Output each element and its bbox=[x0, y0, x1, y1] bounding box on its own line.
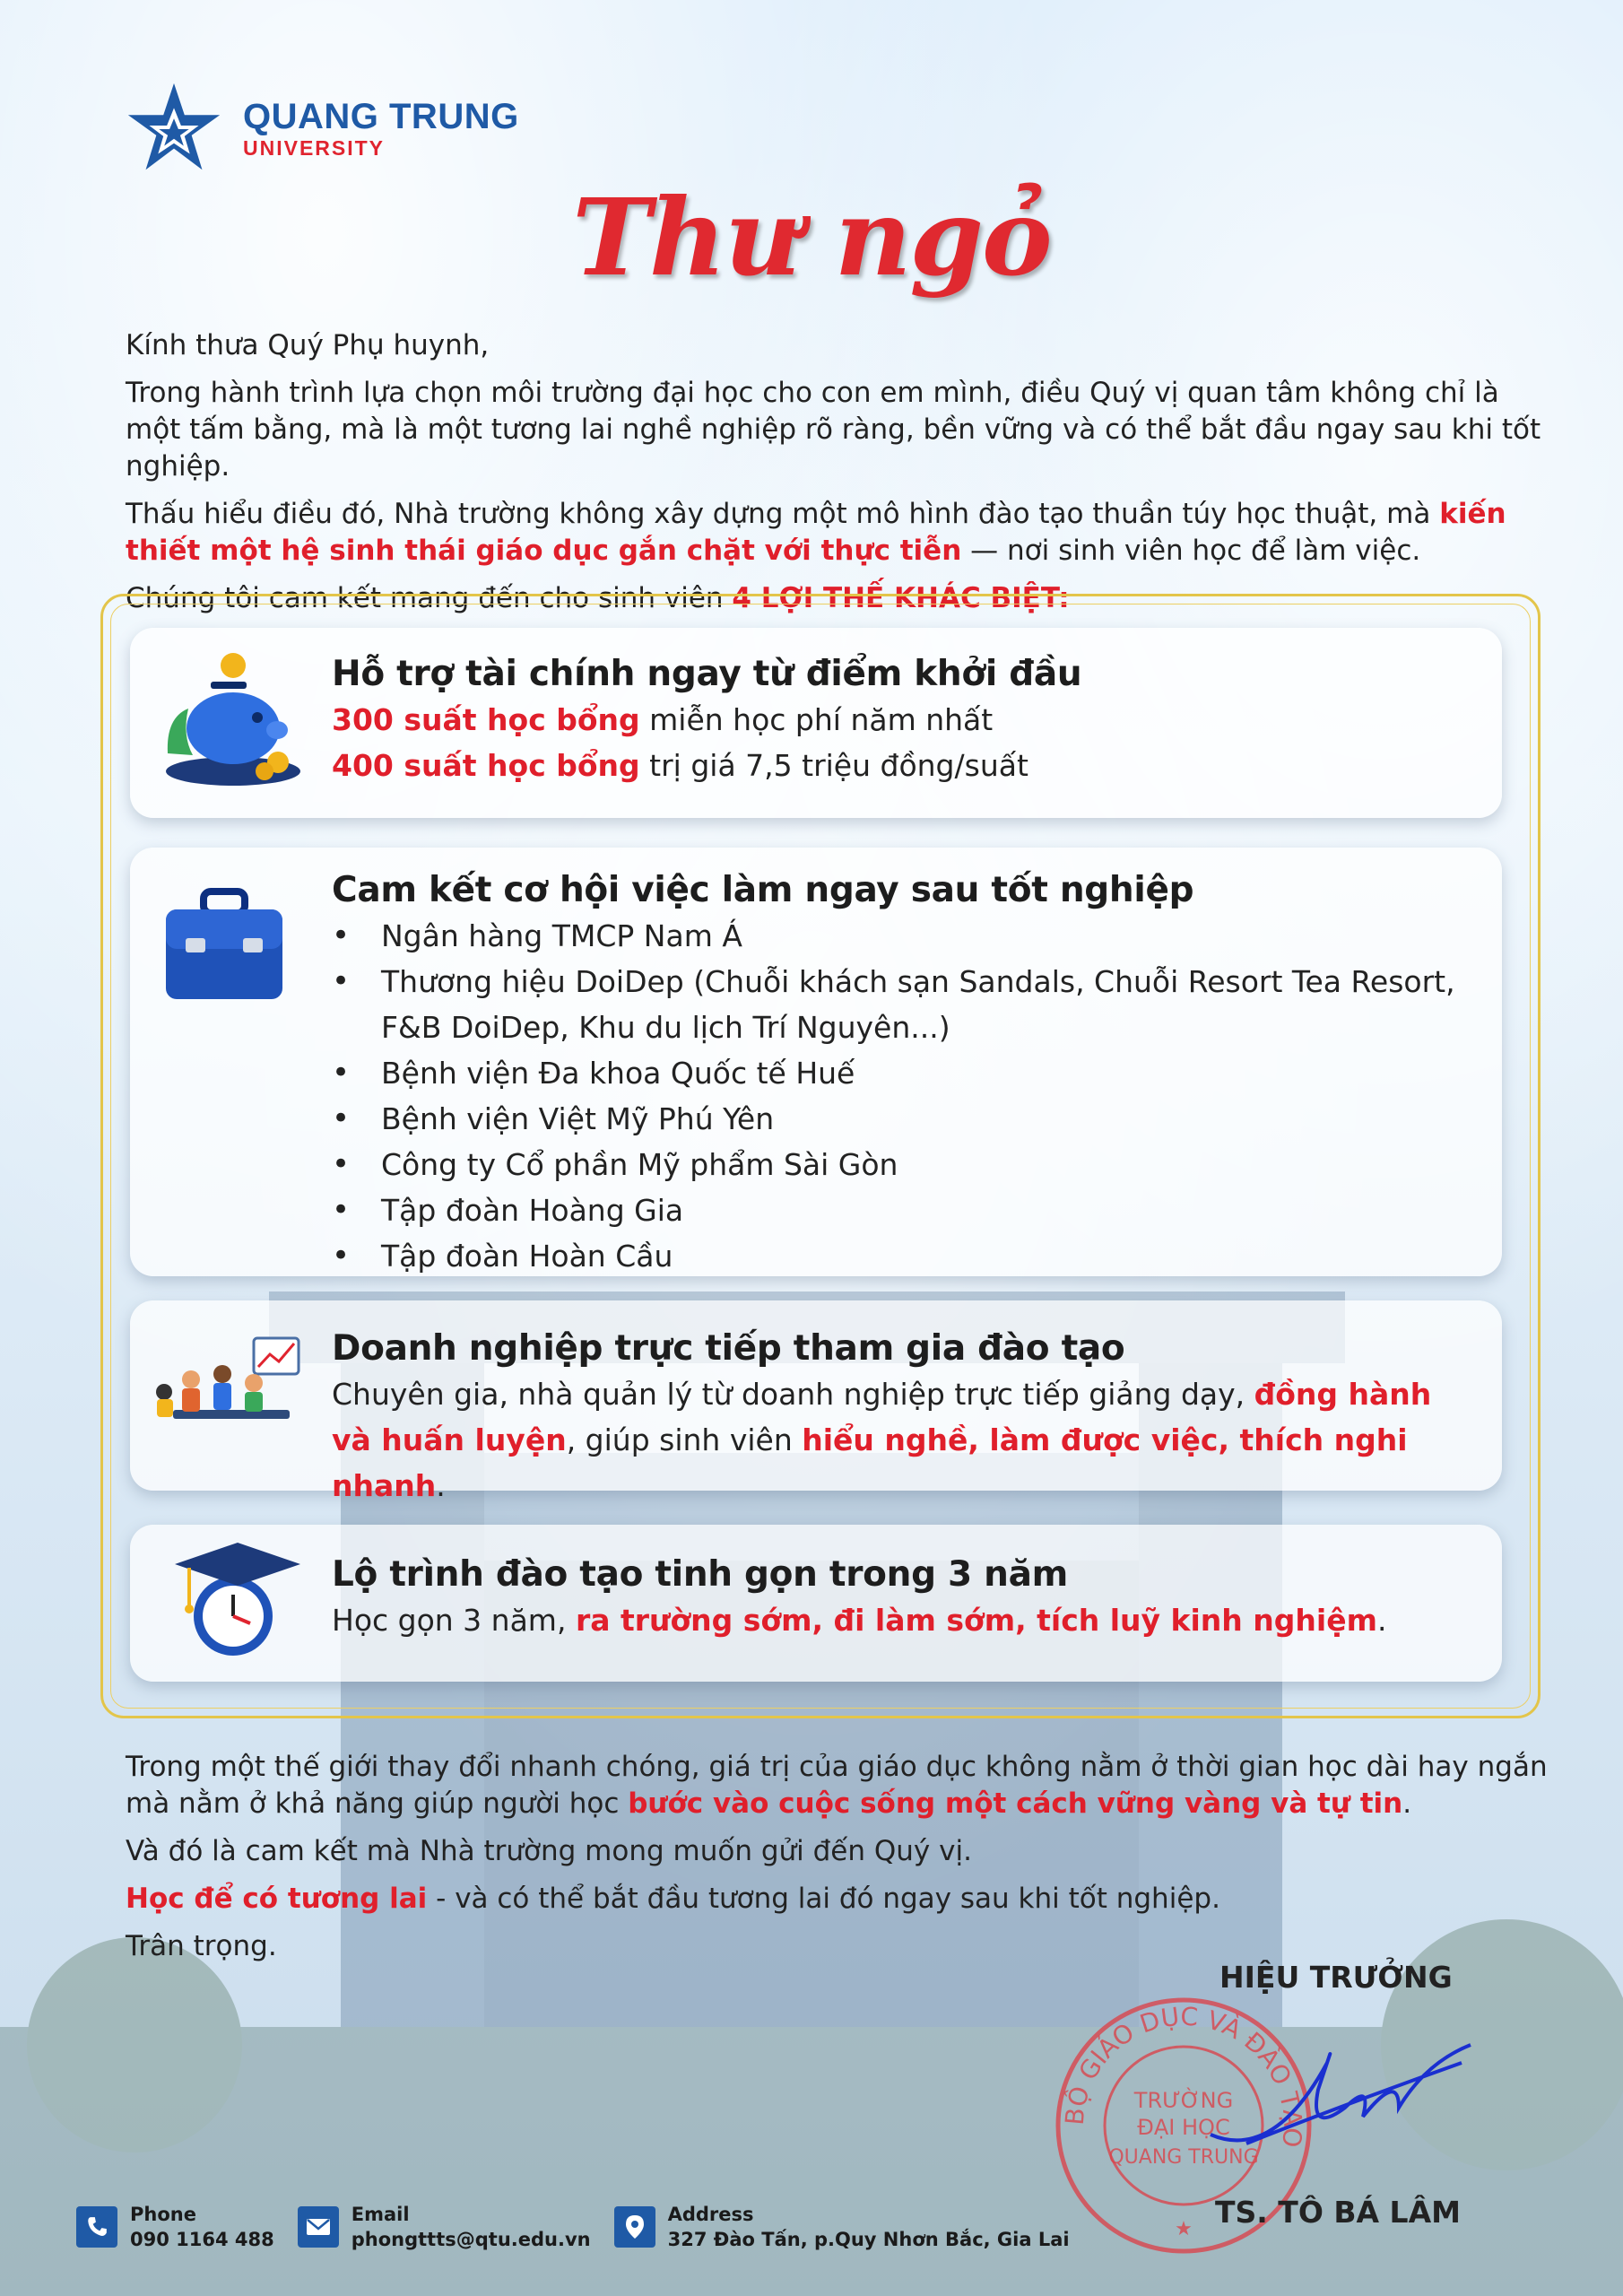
address-label: Address bbox=[667, 2204, 754, 2225]
benefit-card-training bbox=[130, 1300, 1502, 1503]
contact-phone bbox=[76, 2202, 274, 2252]
phone-label: Phone bbox=[130, 2204, 196, 2225]
intro-paragraph-1: Trong hành trình lựa chọn môi trường đại học cho con em mình, điều Quý vị quan tâm không chỉ là một tấm bằng, mà là một tương lai nghề nghiệp rõ ràng, bền vững và có thể bắt đầu ngay sau khi tốt nghiệp. bbox=[126, 377, 1541, 483]
email-label: Email bbox=[351, 2204, 410, 2225]
list-item: • Thương hiệu DoiDep (Chuỗi khách sạn Sandals, Chuỗi Resort Tea Resort, F&B DoiDep, Khu du lịch Trí Nguyên...) bbox=[332, 959, 1466, 1050]
address-value: 327 Đào Tấn, p.Quy Nhơn Bắc, Gia Lai bbox=[667, 2229, 1070, 2250]
closing-paragraph-1: Trong một thế giới thay đổi nhanh chóng, giá trị của giáo dục không nằm ở thời gian học dài hay ngắn mà nằm ở khả năng giúp người học bước vào cuộc sống một cách vững vàng và tự tin. bbox=[126, 1751, 1548, 1820]
signatory-role: HIỆU TRƯỞNG bbox=[1219, 1960, 1453, 1995]
greeting: Kính thưa Quý Phụ huynh, bbox=[126, 329, 490, 361]
location-pin-icon bbox=[614, 2206, 655, 2248]
svg-text:TRƯỜNG: TRƯỜNG bbox=[1133, 2088, 1234, 2113]
card-title: Cam kết cơ hội việc làm ngay sau tốt nghiệp bbox=[332, 870, 1194, 910]
svg-text:BỘ GIÁO DỤC VÀ ĐÀO TẠO: BỘ GIÁO DỤC VÀ ĐÀO TẠO bbox=[1059, 2001, 1308, 2149]
logo-subtitle: UNIVERSITY bbox=[243, 135, 386, 160]
meeting-people-icon bbox=[146, 1320, 317, 1455]
list-item: • Tập đoàn Hoàn Cầu bbox=[332, 1233, 1466, 1279]
scholarship-line-2: 400 suất học bổng trị giá 7,5 triệu đồng/suất bbox=[332, 748, 1028, 783]
page-title: Thư ngỏ bbox=[572, 175, 1051, 300]
card-title: Doanh nghiệp trực tiếp tham gia đào tạo bbox=[332, 1328, 1125, 1369]
card-text: Chuyên gia, nhà quản lý từ doanh nghiệp trực tiếp giảng dạy, đồng hành và huấn luyện, giúp sinh viên hiểu nghề, làm được việc, thích nghi nhanh. bbox=[332, 1377, 1432, 1503]
closing-paragraph-2: Và đó là cam kết mà Nhà trường mong muốn gửi đến Quý vị. bbox=[126, 1835, 972, 1867]
contact-address bbox=[614, 2202, 1070, 2252]
card-title: Lộ trình đào tạo tinh gọn trong 3 năm bbox=[332, 1554, 1068, 1595]
intro-paragraph-2: Thấu hiểu điều đó, Nhà trường không xây dựng một mô hình đào tạo thuần túy học thuật, mà kiến thiết một hệ sinh thái giáo dục gắn chặt với thực tiễn — nơi sinh viên học để làm việc. bbox=[126, 498, 1506, 567]
contact-footer bbox=[76, 2202, 1070, 2252]
svg-text:ĐẠI HỌC: ĐẠI HỌC bbox=[1137, 2115, 1230, 2140]
list-item: • Bệnh viện Việt Mỹ Phú Yên bbox=[332, 1096, 1466, 1142]
piggy-bank-icon bbox=[157, 646, 309, 798]
closing-regards: Trân trọng. bbox=[126, 1930, 277, 1962]
university-logo bbox=[121, 79, 519, 178]
email-icon bbox=[298, 2206, 339, 2248]
benefit-card-finance bbox=[130, 628, 1502, 818]
benefit-card-jobs bbox=[130, 848, 1502, 1276]
intro-section bbox=[126, 327, 1560, 628]
closing-section bbox=[126, 1749, 1560, 1976]
partner-list bbox=[332, 913, 1466, 1279]
closing-paragraph-3: Học để có tương lai - và có thể bắt đầu tương lai đó ngay sau khi tốt nghiệp. bbox=[126, 1883, 1220, 1915]
handwritten-signature bbox=[1193, 2009, 1480, 2170]
benefit-card-duration bbox=[130, 1525, 1502, 1682]
list-item: • Tập đoàn Hoàng Gia bbox=[332, 1187, 1466, 1233]
card-text: Học gọn 3 năm, ra trường sớm, đi làm sớm, tích luỹ kinh nghiệm. bbox=[332, 1603, 1387, 1638]
list-item: • Bệnh viện Đa khoa Quốc tế Huế bbox=[332, 1050, 1466, 1096]
email-value[interactable]: phongttts@qtu.edu.vn bbox=[351, 2229, 591, 2250]
signatory-name: TS. TÔ BÁ LÂM bbox=[1215, 2195, 1461, 2230]
phone-icon bbox=[76, 2206, 117, 2248]
logo-name: QUANG TRUNG bbox=[243, 96, 519, 136]
star-logo-icon bbox=[121, 79, 227, 178]
phone-value: 090 1164 488 bbox=[130, 2229, 274, 2250]
list-item: • Ngân hàng TMCP Nam Á bbox=[332, 913, 1466, 959]
intro-paragraph-3: Chúng tôi cam kết mang đến cho sinh viên 4 LỢI THẾ KHÁC BIỆT: bbox=[126, 582, 1070, 614]
scholarship-line-1: 300 suất học bổng miễn học phí năm nhất bbox=[332, 702, 994, 737]
svg-text:★: ★ bbox=[1175, 2218, 1193, 2240]
card-title: Hỗ trợ tài chính ngay từ điểm khởi đầu bbox=[332, 654, 1082, 694]
briefcase-icon bbox=[157, 888, 291, 1004]
graduation-clock-icon bbox=[157, 1537, 300, 1663]
list-item: • Công ty Cổ phần Mỹ phẩm Sài Gòn bbox=[332, 1142, 1466, 1187]
svg-text:QUANG TRUNG: QUANG TRUNG bbox=[1108, 2146, 1259, 2169]
contact-email bbox=[298, 2202, 591, 2252]
